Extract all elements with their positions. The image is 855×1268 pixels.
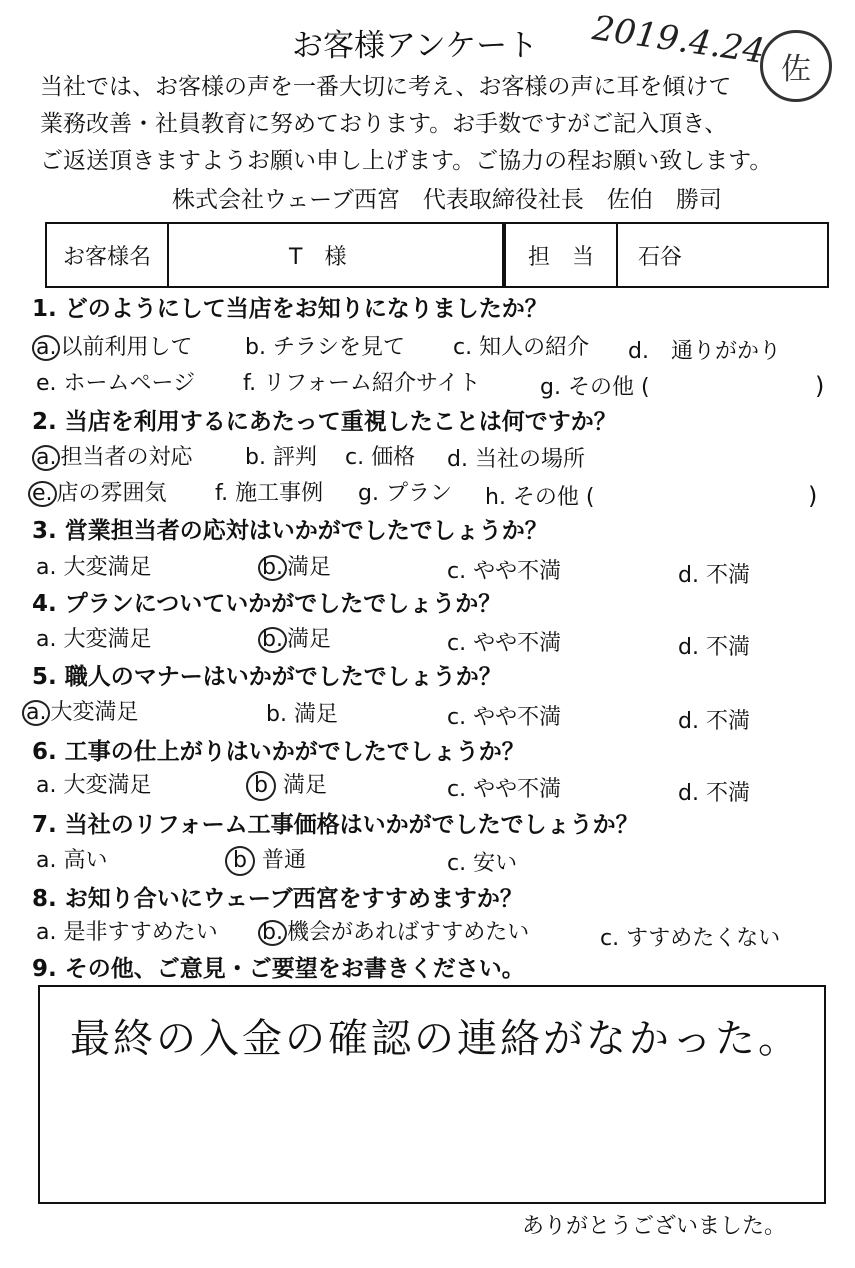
q2-option-b: b. 評判: [245, 445, 317, 470]
q1-option-e: e. ホームページ: [36, 371, 196, 396]
q6-option-a: a. 大変満足: [36, 773, 152, 798]
selected-circle: a.: [22, 700, 50, 726]
question-2: 2. 当店を利用するにあたって重視したことは何ですか？: [32, 409, 617, 435]
q5-option-b: b. 満足: [266, 702, 338, 727]
q1-paren-close: ): [815, 372, 825, 400]
q4-option-c: c. やや不満: [447, 631, 562, 656]
q6-option-b: b 満足: [246, 768, 327, 801]
q4-option-b: b. 満足: [258, 622, 331, 653]
q3-option-d: d. 不満: [678, 563, 750, 588]
question-4: 4. プランについていかがでしたでしょうか？: [32, 591, 502, 617]
q4-option-a: a. 大変満足: [36, 627, 152, 652]
selected-circle: b.: [258, 555, 287, 581]
q2-paren-close: ): [808, 482, 818, 510]
q7-option-b: b 普通: [225, 843, 306, 876]
q2-option-h: h. その他 (: [485, 485, 595, 510]
customer-name-value: T 様: [169, 224, 504, 286]
q5-option-c: c. やや不満: [447, 705, 562, 730]
q1-option-d: d. 通りがかり: [628, 339, 781, 364]
selected-circle: a.: [32, 445, 60, 471]
q1-option-f: f. リフォーム紹介サイト: [243, 371, 481, 396]
q2-option-g: g. プラン: [358, 481, 452, 506]
q2-option-e: e. 店の雰囲気: [28, 476, 167, 507]
question-1: 1. どのようにして当店をお知りになりましたか？: [32, 296, 548, 322]
q6-option-d: d. 不満: [678, 781, 750, 806]
question-9: 9. その他、ご意見・ご要望をお書きください。: [32, 956, 525, 982]
handwritten-date: 2019.4.24: [590, 8, 767, 72]
q2-option-a: a. 担当者の対応: [32, 440, 193, 471]
q3-option-b: b. 満足: [258, 550, 331, 581]
selected-circle: b.: [258, 627, 287, 653]
question-6: 6. 工事の仕上がりはいかがでしたでしょうか？: [32, 739, 525, 765]
q8-option-b: b. 機会があればすすめたい: [258, 915, 529, 946]
thanks-message: ありがとうございました。: [522, 1214, 787, 1239]
survey-title: お客様アンケート: [292, 28, 539, 64]
question-5: 5. 職人のマナーはいかがでしたでしょうか？: [32, 664, 502, 690]
q8-option-c: c. すすめたくない: [600, 926, 781, 951]
customer-name-label: お客様名: [47, 224, 169, 286]
q5-option-a: a. 大変満足: [22, 695, 139, 726]
customer-info-box: [45, 222, 829, 288]
seal-stamp: 佐: [760, 30, 832, 102]
q3-option-c: c. やや不満: [447, 559, 562, 584]
q1-option-a: a. 以前利用して: [32, 330, 193, 361]
selected-circle: e.: [28, 481, 57, 507]
q1-option-c: c. 知人の紹介: [453, 335, 590, 360]
staff-label: 担 当: [504, 224, 618, 286]
question-7: 7. 当社のリフォーム工事価格はいかがでしたでしょうか？: [32, 812, 639, 838]
intro-line-2: 業務改善・社員教育に努めております。お手数ですがご記入頂き、: [40, 111, 728, 137]
selected-circle: b: [225, 846, 255, 876]
company-signature: 株式会社ウェーブ西宮 代表取締役社長 佐伯 勝司: [172, 187, 722, 213]
selected-circle: b.: [258, 920, 287, 946]
q7-option-c: c. 安い: [447, 851, 518, 876]
q7-option-a: a. 高い: [36, 848, 108, 873]
q8-option-a: a. 是非すすめたい: [36, 920, 218, 945]
q1-option-b: b. チラシを見て: [245, 335, 405, 360]
q3-option-a: a. 大変満足: [36, 555, 152, 580]
handwritten-comment: 最終の入金の確認の連絡がなかった。: [70, 1016, 801, 1062]
comment-box: [38, 985, 826, 1204]
q1-option-g: g. その他 (: [540, 375, 650, 400]
intro-line-3: ご返送頂きますようお願い申し上げます。ご協力の程お願い致します。: [40, 148, 773, 174]
question-3: 3. 営業担当者の応対はいかがでしたでしょうか？: [32, 518, 548, 544]
selected-circle: a.: [32, 335, 60, 361]
q4-option-d: d. 不満: [678, 635, 750, 660]
selected-circle: b: [246, 771, 276, 801]
staff-value: 石谷: [638, 244, 683, 270]
q2-option-c: c. 価格: [345, 445, 416, 470]
q2-option-f: f. 施工事例: [215, 481, 324, 506]
question-8: 8. お知り合いにウェーブ西宮をすすめますか？: [32, 886, 523, 912]
q6-option-c: c. やや不満: [447, 777, 562, 802]
intro-line-1: 当社では、お客様の声を一番大切に考え、お客様の声に耳を傾けて: [40, 74, 732, 100]
q5-option-d: d. 不満: [678, 709, 750, 734]
q2-option-d: d. 当社の場所: [447, 447, 585, 472]
